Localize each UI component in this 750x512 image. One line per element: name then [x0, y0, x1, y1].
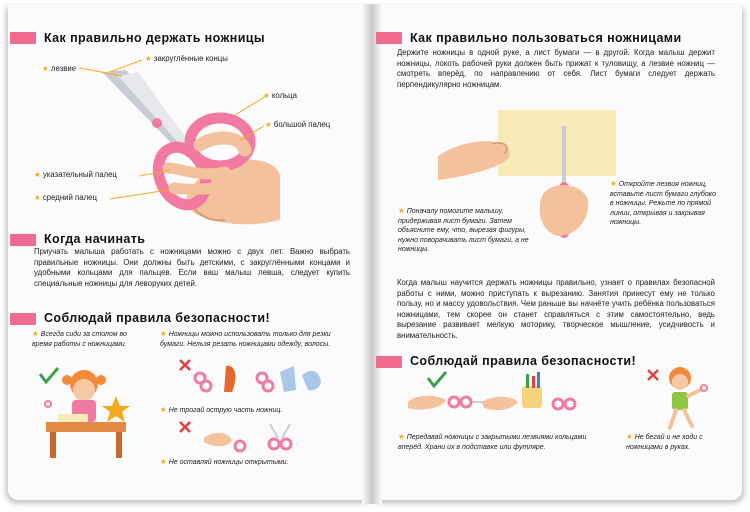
star-icon: ★ — [265, 120, 272, 129]
section-title-safety-right: Соблюдай правила безопасности! — [410, 354, 637, 368]
section-marker — [10, 313, 36, 325]
safety-rule-sharp: ★ Не трогай острую часть ножниц. — [160, 405, 283, 414]
label-index-finger: ★ указательный палец — [34, 170, 117, 179]
star-icon: ★ — [34, 193, 41, 202]
no-cutting-clothes-illustration — [178, 358, 338, 398]
tip-open-blades: ★ Откройте лезвия ножниц, вставьте лист бумаги глубоко в ножницы. Режьте по прямой линии, открывая и закрывая ножницы. — [610, 179, 716, 227]
cross-icon — [180, 360, 190, 370]
how-to-use-text: Держите ножницы в одной руке, а лист бумаги — в другой. Когда малыш держит ножницы, локоть рабочей руки должен быть прижат к туловищу, а лезвие ножниц — смотреть вперёд, по направлению от себя. Лист бумаги следует держать перпендикулярно ножницам. — [397, 48, 715, 89]
star-icon: ★ — [42, 64, 49, 73]
tip-help-child: ★ Поначалу помогите малышу, придерживая лист бумаги. Затем объясните ему, что, вырезая фигуры, нужно поворачивать лист бумаги, а не ножницы. — [398, 206, 529, 254]
star-icon: ★ — [34, 170, 41, 179]
star-icon: ★ — [610, 179, 617, 188]
star-icon: ★ — [160, 457, 167, 466]
label-middle-finger: ★ средний палец — [34, 193, 97, 202]
learning-benefits-text: Когда малыш научится держать ножницы правильно, узнает о правилах безопасной работы с ними, можно приступать к вырезанию. Занятия принесут ему не только пользу, но и массу удовольствия. Чем раньше вы начнёте учить ребёнка пользоваться ножницами, тем скорее он станет справляться с этим самостоятельно, ведь вырезание развивает мелкую моторику, творческое мышление, усидчивость и внимательность. — [397, 278, 715, 340]
star-icon: ★ — [398, 206, 405, 215]
check-icon — [428, 372, 446, 386]
section-marker — [376, 356, 402, 368]
safety-rule-closed: ★ Не оставляй ножницы открытыми. — [160, 457, 289, 466]
star-icon: ★ — [626, 432, 633, 441]
book-spine — [362, 4, 382, 504]
girl-at-table-illustration — [36, 366, 146, 466]
safety-rule-no-running: ★ Не бегай и не ходи с ножницами в руках. — [626, 432, 703, 451]
passing-scissors-illustration — [402, 372, 582, 422]
label-thumb: ★ большой палец — [265, 120, 331, 129]
scissors-hand-illustration — [40, 50, 280, 230]
star-icon: ★ — [32, 329, 39, 338]
section-marker — [10, 32, 36, 44]
cross-icon — [648, 370, 658, 380]
section-marker — [10, 234, 36, 246]
safety-rule-sit: ★ Всегда сиди за столом во время работы с ножницами. — [32, 329, 127, 348]
when-to-start-text: Приучать малыша работать с ножницами можно с двух лет. Важно выбрать правильные ножницы. Они должны быть детскими, с закруглёнными концами и удобными кольцами для пальцев. Если ваш малыш левша, следует купить специальные ножницы для леворуких детей. — [34, 247, 350, 288]
star-icon: ★ — [160, 405, 167, 414]
section-title-safety: Соблюдай правила безопасности! — [44, 311, 271, 325]
star-icon: ★ — [263, 91, 270, 100]
section-title-how-to-use: Как правильно пользоваться ножницами — [410, 31, 682, 45]
running-girl-illustration — [644, 366, 714, 436]
star-icon: ★ — [160, 329, 167, 338]
open-scissors-illustration — [178, 420, 298, 452]
safety-rule-paper-only: ★ Ножницы можно использовать только для резки бумаги. Нельзя резать ножницами одежду, волосы. — [160, 329, 331, 348]
section-title-hold-scissors: Как правильно держать ножницы — [44, 31, 265, 45]
label-rounded-ends: ★ закруглённые концы — [145, 54, 228, 63]
section-marker — [376, 32, 402, 44]
safety-rule-pass-closed: ★ Передавай ножницы с закрытыми лезвиями кольцами вперёд. Храни их в подставке или футляре. — [398, 432, 587, 451]
section-title-when-to-start: Когда начинать — [44, 232, 146, 246]
star-icon: ★ — [398, 432, 405, 441]
check-icon — [40, 368, 58, 382]
label-rings: ★ кольца — [263, 91, 297, 100]
star-icon: ★ — [145, 54, 152, 63]
cross-icon — [180, 422, 190, 432]
label-blades: ★ лезвие — [42, 64, 77, 73]
